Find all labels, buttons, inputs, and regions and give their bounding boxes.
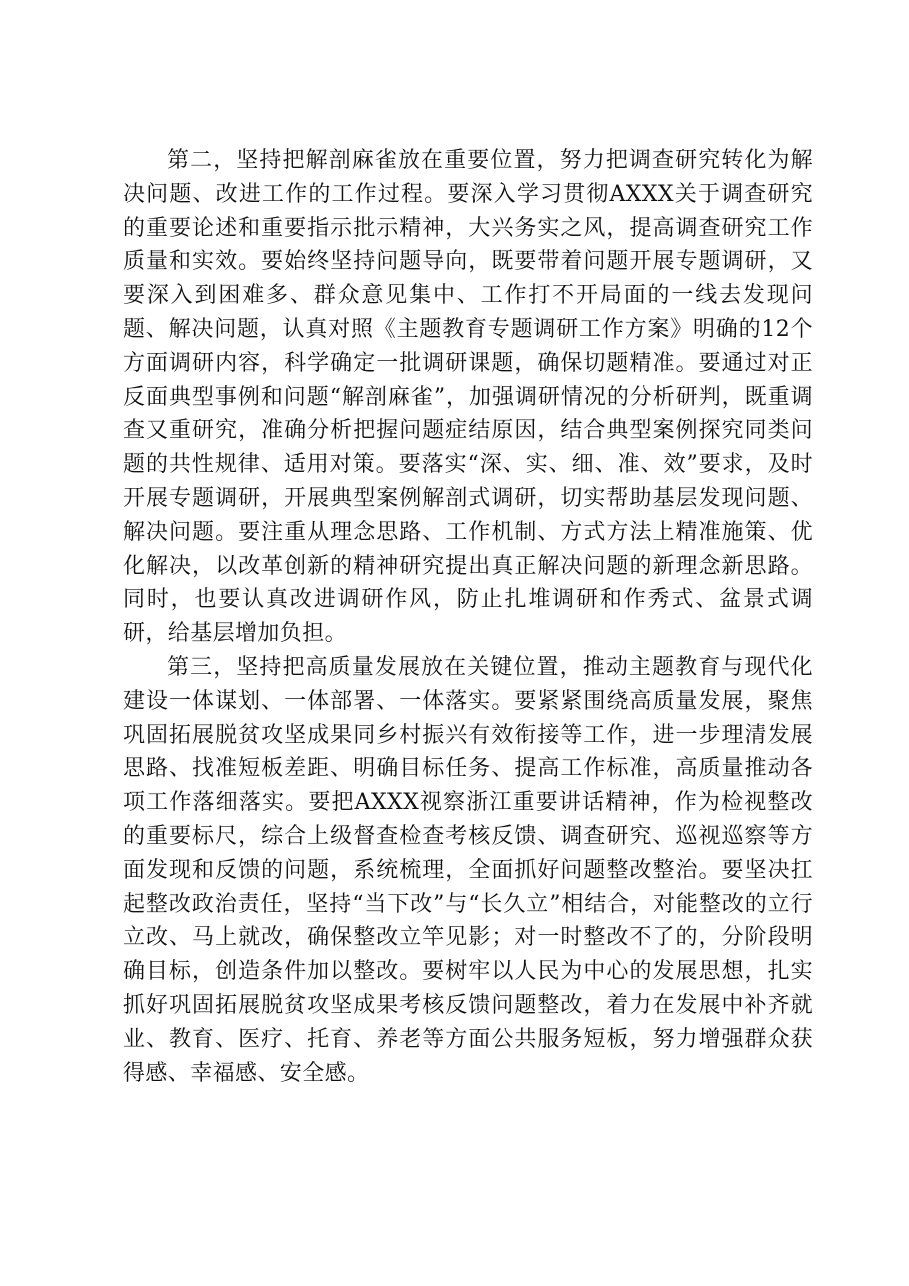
paragraph-second-point: 第二，坚持把解剖麻雀放在重要位置，努力把调查研究转化为解决问题、改进工作的工作过程。要深入学习贯彻AXXX关于调查研究的重要论述和重要指示批示精神，大兴务实之风，提高调查研究工作质量和实效。要始终坚持问题导向，既要带着问题开展专题调研，又要深入到困难多、群众意见集中、工作打不开局面的一线去发现问题、解决问题，认真对照《主题教育专题调研工作方案》明确的12个方面调研内容，科学确定一批调研课题，确保切题精准。要通过对正反面典型事例和问题“解剖麻雀”，加强调研情况的分析研判，既重调查又重研究，准确分析把握问题症结原因，结合典型案例探究同类问题的共性规律、适用对策。要落实“深、实、细、准、效”要求，及时开展专题调研，开展典型案例解剖式调研，切实帮助基层发现问题、解决问题。要注重从理念思路、工作机制、方式方法上精准施策、优化解决，以改革创新的精神研究提出真正解决问题的新理念新思路。同时，也要认真改进调研作风，防止扎堆调研和作秀式、盆景式调研，给基层增加负担。 (123, 148, 813, 647)
paragraph-third-point: 第三，坚持把高质量发展放在关键位置，推动主题教育与现代化建设一体谋划、一体部署、一体落实。要紧紧围绕高质量发展，聚焦巩固拓展脱贫攻坚成果同乡村振兴有效衔接等工作，进一步理清发展思路、找准短板差距、明确目标任务、提高工作标准，高质量推动各项工作落细落实。要把AXXX视察浙江重要讲话精神，作为检视整改的重要标尺，综合上级督查检查考核反馈、调查研究、巡视巡察等方面发现和反馈的问题，系统梳理，全面抓好问题整改整治。要坚决扛起整改政治责任，坚持“当下改”与“长久立”相结合，对能整改的立行立改、马上就改，确保整改立竿见影；对一时整改不了的，分阶段明确目标，创造条件加以整改。要树牢以人民为中心的发展思想，扎实抓好巩固拓展脱贫攻坚成果考核反馈问题整改，着力在发展中补齐就业、教育、医疗、托育、养老等方面公共服务短板，努力增强群众获得感、幸福感、安全感。 (123, 654, 813, 1086)
document-body (123, 144, 813, 1090)
